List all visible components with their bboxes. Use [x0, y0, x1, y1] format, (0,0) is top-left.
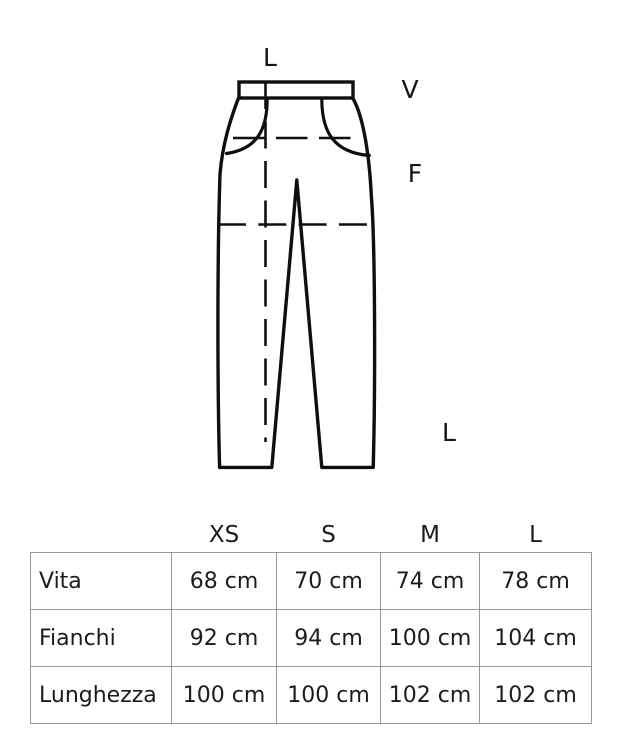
table-row-fianchi: [31, 610, 592, 667]
row-label-fianchi: Fianchi: [31, 610, 172, 667]
cell-fianchi-xs: 92 cm: [172, 610, 277, 667]
size-table-section: [30, 513, 591, 724]
label-length-top: L: [263, 43, 277, 72]
cell-vita-s: 70 cm: [277, 553, 381, 610]
cell-vita-xs: 68 cm: [172, 553, 277, 610]
label-waist: V: [401, 75, 419, 104]
table-row-vita: [31, 553, 592, 610]
row-label-vita: Vita: [31, 553, 172, 610]
label-length-bottom: L: [442, 418, 456, 447]
size-header-xs: XS: [208, 522, 240, 548]
cell-fianchi-m: 100 cm: [381, 610, 480, 667]
row-label-lunghezza: Lunghezza: [31, 667, 172, 724]
cell-fianchi-s: 94 cm: [277, 610, 381, 667]
cell-vita-l: 78 cm: [480, 553, 592, 610]
size-table-header-row: [31, 513, 592, 553]
left-pocket-curve: [227, 99, 268, 154]
size-table: [30, 513, 592, 724]
size-header-s: S: [321, 522, 336, 548]
size-header-blank: [31, 513, 172, 553]
cell-lunghezza-l: 102 cm: [480, 667, 592, 724]
cell-lunghezza-xs: 100 cm: [172, 667, 277, 724]
size-header-m: M: [420, 522, 440, 548]
cell-lunghezza-s: 100 cm: [277, 667, 381, 724]
cell-vita-m: 74 cm: [381, 553, 480, 610]
cell-lunghezza-m: 102 cm: [381, 667, 480, 724]
table-row-lunghezza: [31, 667, 592, 724]
label-hips: F: [407, 159, 423, 188]
waistband: [239, 82, 353, 98]
size-header-l: L: [529, 522, 542, 548]
cell-fianchi-l: 104 cm: [480, 610, 592, 667]
